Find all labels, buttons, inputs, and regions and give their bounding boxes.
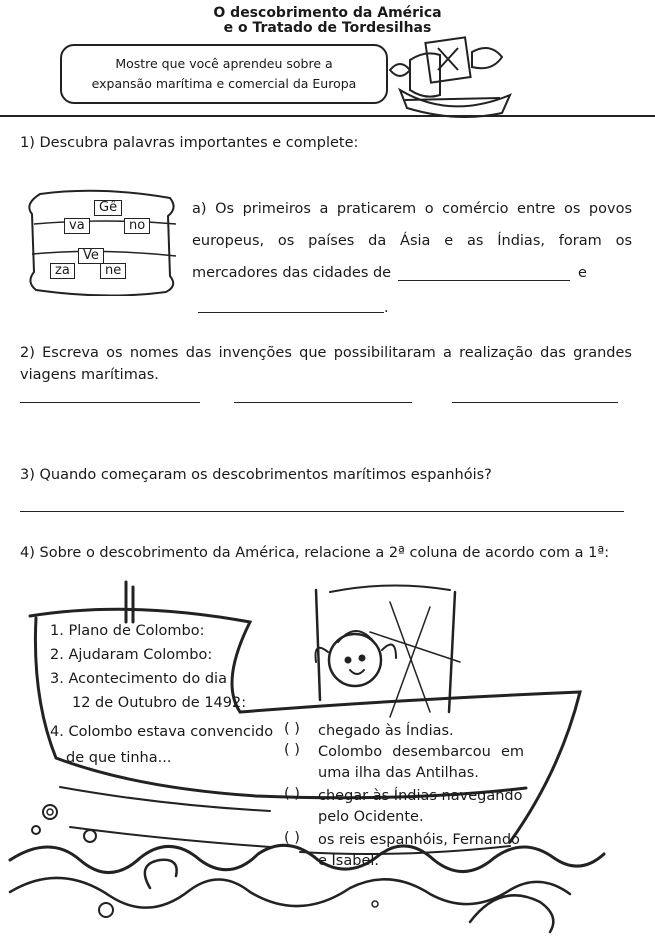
answer-paren-4[interactable]: ( ) xyxy=(284,830,300,846)
col1-item-4: 4. Colombo estava convencido xyxy=(50,724,274,740)
q1-conjunction: e xyxy=(578,265,587,281)
col1-item-3: 3. Acontecimento do dia xyxy=(50,671,227,687)
syllable-tile: Gê xyxy=(94,200,122,216)
col2-item-1: chegado às Índias. xyxy=(318,723,454,739)
answer-blank-city1[interactable] xyxy=(398,280,570,281)
answer-blank-invention2[interactable] xyxy=(234,402,412,403)
syllable-tile: no xyxy=(124,218,150,234)
q1-item-a-line1: a) Os primeiros a praticarem o comércio entre os povos xyxy=(192,201,632,217)
page-title-line2: e o Tratado de Tordesilhas xyxy=(223,20,432,36)
header-divider xyxy=(0,115,655,117)
q1-period: . xyxy=(384,300,389,316)
col2-item-4: os reis espanhóis, Fernando xyxy=(318,832,520,848)
q3-prompt: 3) Quando começaram os descobrimentos marítimos espanhóis? xyxy=(20,467,492,483)
q1-item-a-line2: europeus, os países da Ásia e as Índias, foram os xyxy=(192,233,632,249)
answer-blank-city2[interactable] xyxy=(198,312,384,313)
col1-item-3-cont: 12 de Outubro de 1492: xyxy=(72,695,247,711)
syllable-tile: va xyxy=(64,218,90,234)
q1-item-a-line3: mercadores das cidades de xyxy=(192,265,392,281)
col1-item-2: 2. Ajudaram Colombo: xyxy=(50,647,213,663)
q4-prompt: 4) Sobre o descobrimento da América, relacione a 2ª coluna de acordo com a 1ª: xyxy=(20,545,610,561)
answer-blank-invention1[interactable] xyxy=(20,402,200,403)
col1-item-1: 1. Plano de Colombo: xyxy=(50,623,205,639)
answer-paren-1[interactable]: ( ) xyxy=(284,721,300,737)
q2-prompt-line1: 2) Escreva os nomes das invenções que possibilitaram a realização das grandes xyxy=(20,345,632,361)
subtitle-line2: expansão marítima e comercial da Europa xyxy=(91,76,357,91)
answer-paren-3[interactable]: ( ) xyxy=(284,786,300,802)
syllable-tile: ne xyxy=(100,263,126,279)
subtitle-box xyxy=(60,44,388,104)
col2-item-3: chegar às Índias navegando xyxy=(318,788,523,804)
syllable-tile: Ve xyxy=(78,248,104,264)
col2-item-2: Colombo desembarcou em xyxy=(318,744,524,760)
subtitle-line1: Mostre que você aprendeu sobre a xyxy=(115,56,333,71)
col2-item-3-cont: pelo Ocidente. xyxy=(318,809,424,825)
col1-item-4-cont: de que tinha... xyxy=(66,750,172,766)
answer-paren-2[interactable]: ( ) xyxy=(284,742,300,758)
caravel-illustration xyxy=(380,30,520,118)
col2-item-4-cont: e Isabel. xyxy=(318,853,380,869)
syllable-tile: za xyxy=(50,263,75,279)
col2-item-2-cont: uma ilha das Antilhas. xyxy=(318,765,479,781)
answer-blank-invention3[interactable] xyxy=(452,402,618,403)
q2-prompt-line2: viagens marítimas. xyxy=(20,367,159,383)
q1-prompt: 1) Descubra palavras importantes e complete: xyxy=(20,135,359,151)
page-title: O descobrimento da América xyxy=(213,5,442,21)
answer-blank-q3[interactable] xyxy=(20,511,624,512)
